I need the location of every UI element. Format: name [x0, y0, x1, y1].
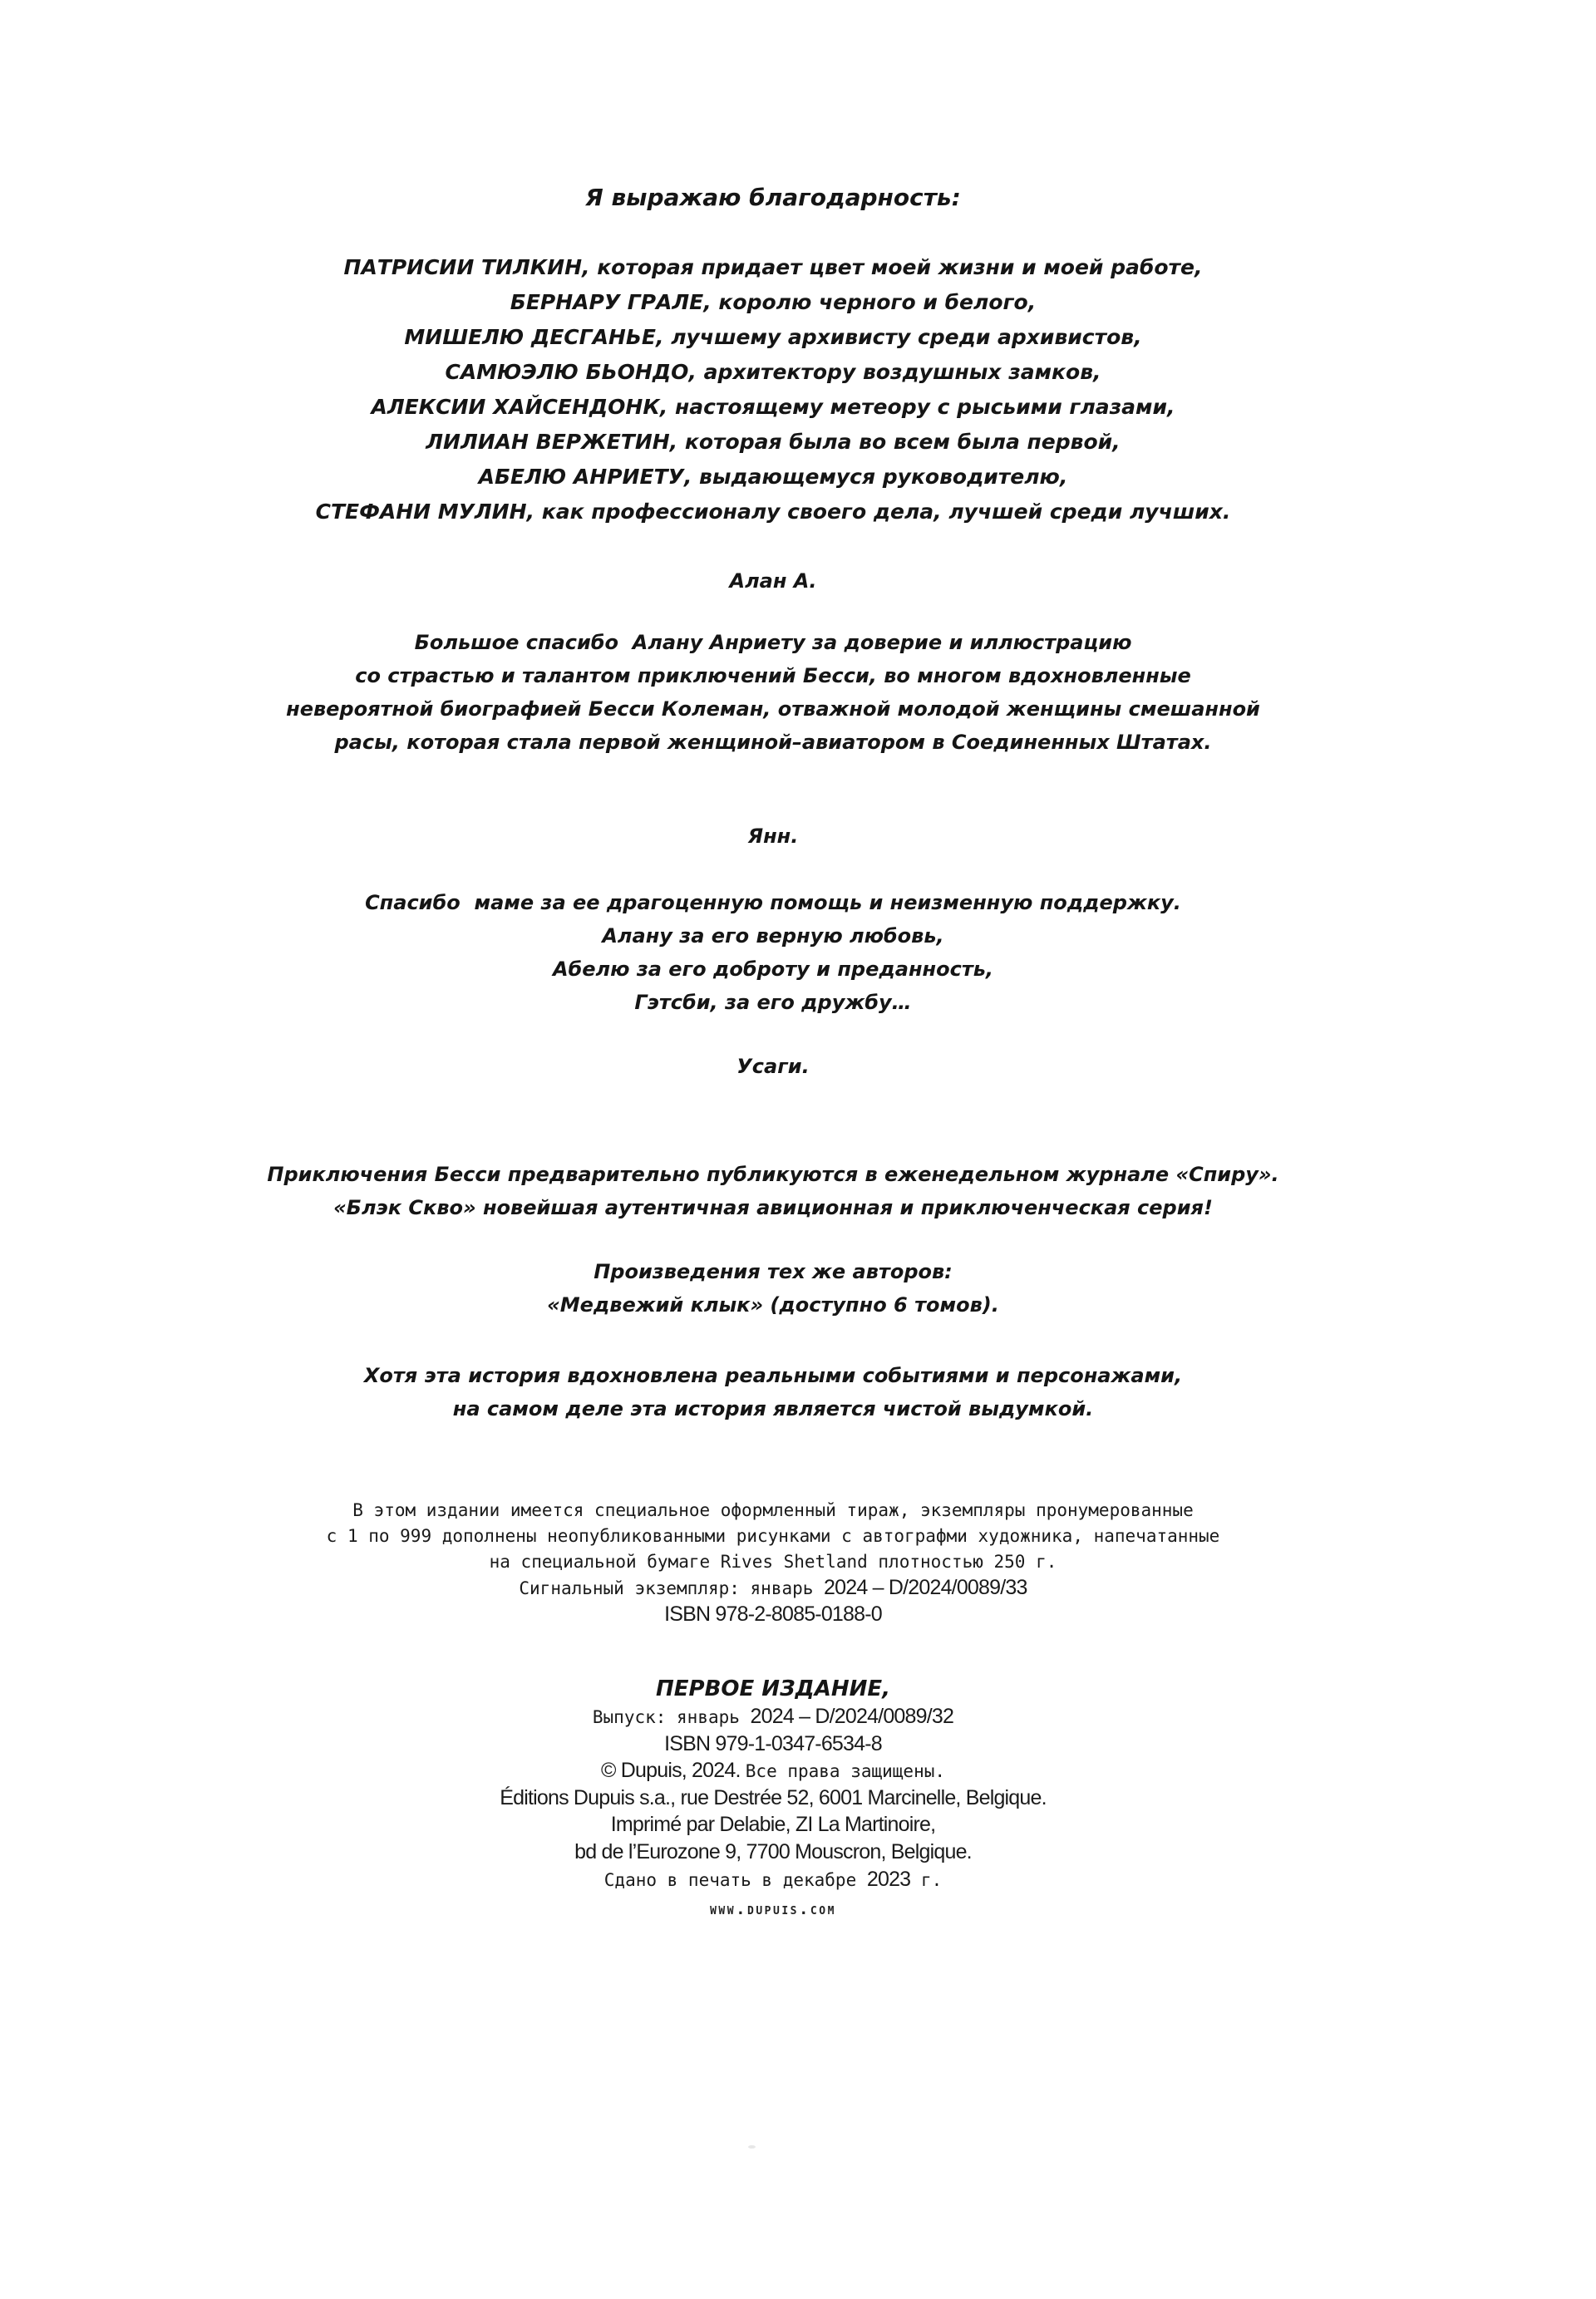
text-line: [0, 1758, 1571, 1785]
text-segment: Все права защищены.: [745, 1761, 945, 1782]
first-edition-colophon: [0, 1704, 1571, 1893]
author-signature-block: [0, 564, 1571, 598]
text-segment: bd de l’Eurozone 9, 7700 Mouscron, Belgique.: [574, 1839, 972, 1863]
text-line: Абелю за его доброту и преданность,: [552, 958, 994, 981]
text-line: Большое спасибо Алану Анриету за доверие и иллюстрацию: [414, 631, 1132, 654]
text-line: Гэтсби, за его дружбу…: [634, 991, 912, 1014]
print-speck: [748, 2145, 756, 2149]
text-line: [0, 1498, 1571, 1524]
acknowledgment-title: Я выражаю благодарность:: [585, 184, 961, 211]
text-line: невероятной биографией Бесси Колеман, отважной молодой женщины смешанной: [286, 697, 1260, 721]
text-segment: Выпуск: январь: [592, 1707, 751, 1727]
text-segment: Сдано в печать в декабре: [603, 1869, 867, 1890]
text-line: [0, 1704, 1571, 1731]
text-line: АЛЕКСИИ ХАЙСЕНДОНК, настоящему метеору с рысьими глазами,: [371, 395, 1175, 419]
limited-edition-colophon: [0, 1498, 1571, 1628]
text-line: ПАТРИСИИ ТИЛКИН, которая придает цвет моей жизни и моей работе,: [343, 255, 1203, 279]
text-line: [0, 1549, 1571, 1575]
personal-thanks: [0, 886, 1571, 1019]
text-line: на самом деле эта история является чистой выдумкой.: [452, 1397, 1094, 1420]
text-segment: © Dupuis, 2024.: [600, 1759, 746, 1783]
fiction-disclaimer: [0, 1359, 1571, 1425]
text-segment: 2024 – D/2024/0089/32: [750, 1705, 954, 1728]
text-line: [0, 1602, 1571, 1628]
publisher-website: www.dupuis.com: [710, 1900, 836, 1919]
text-line: расы, которая стала первой женщиной–авиатором в Соединенных Штатах.: [334, 731, 1212, 754]
text-segment: Сигнальный экземпляр: январь: [519, 1578, 825, 1598]
text-line: [0, 1812, 1571, 1839]
text-segment: 2024 – D/2024/0089/33: [824, 1576, 1027, 1599]
text-line: [0, 1867, 1571, 1894]
text-line: БЕРНАРУ ГРАЛЕ, королю черного и белого,: [510, 290, 1037, 314]
first-edition-heading: ПЕРВОЕ ИЗДАНИЕ,: [656, 1676, 890, 1701]
text-segment: 2023: [866, 1867, 911, 1891]
text-line: [0, 1785, 1571, 1813]
text-line: [0, 1731, 1571, 1759]
other-works-note: [0, 1255, 1571, 1322]
illustrator-thanks: [0, 626, 1571, 759]
text-line: со страстью и талантом приключений Бесси, во многом вдохновленные: [355, 664, 1191, 687]
dedication-list: [0, 250, 1571, 529]
text-line: Спасибо маме за ее драгоценную помощь и неизменную поддержку.: [365, 891, 1181, 914]
text-segment: г.: [910, 1869, 943, 1890]
personal-signature: Усаги.: [736, 1055, 810, 1078]
first-edition-heading-block: [0, 1674, 1571, 1704]
text-line: САМЮЭЛЮ БЬОНДО, архитектору воздушных замков,: [445, 360, 1101, 384]
text-segment: ISBN 978-2-8085-0188-0: [664, 1602, 882, 1626]
text-line: МИШЕЛЮ ДЕСГАНЬЕ, лучшему архивисту среди архивистов,: [404, 325, 1142, 349]
text-segment: с 1 по 999 дополнены неопубликованными рисунками с автографми художника, напечатанные: [326, 1526, 1220, 1546]
text-segment: В этом издании имеется специальное оформленный тираж, экземпляры пронумерованные: [352, 1500, 1194, 1520]
text-segment: ISBN 979-1-0347-6534-8: [664, 1731, 882, 1755]
text-segment: Éditions Dupuis s.a., rue Destrée 52, 6001 Marcinelle, Belgique.: [500, 1785, 1047, 1809]
text-line: Произведения тех же авторов:: [594, 1260, 953, 1283]
publisher-website-block: [0, 1897, 1571, 1922]
text-line: [0, 1575, 1571, 1602]
author-signature: Алан А.: [729, 569, 817, 593]
text-line: СТЕФАНИ МУЛИН, как профессионалу своего дела, лучшей среди лучших.: [315, 500, 1231, 524]
text-line: Приключения Бесси предварительно публикуются в еженедельном журнале «Спиру».: [267, 1163, 1279, 1186]
illustrator-signature-block: [0, 820, 1571, 853]
acknowledgment-section: [0, 180, 1571, 215]
text-line: [0, 1839, 1571, 1867]
illustrator-signature: Янн.: [747, 825, 799, 848]
text-line: АБЕЛЮ АНРИЕТУ, выдающемуся руководителю,: [478, 465, 1068, 489]
text-segment: Imprimé par Delabie, ZI La Martinoire,: [610, 1813, 936, 1837]
text-line: «Блэк Скво» новейшая аутентичная авиционная и приключенческая серия!: [333, 1196, 1213, 1219]
text-line: Алану за его верную любовь,: [602, 924, 944, 948]
text-line: [0, 1524, 1571, 1549]
text-line: ЛИЛИАН ВЕРЖЕТИН, которая была во всем была первой,: [426, 430, 1121, 454]
book-colophon-page: [0, 180, 1571, 2299]
series-note: [0, 1158, 1571, 1224]
text-segment: на специальной бумаге Rives Shetland плотностью 250 г.: [489, 1552, 1057, 1572]
text-line: Хотя эта история вдохновлена реальными событиями и персонажами,: [363, 1364, 1183, 1387]
text-line: «Медвежий клык» (доступно 6 томов).: [547, 1293, 999, 1317]
personal-signature-block: [0, 1050, 1571, 1083]
